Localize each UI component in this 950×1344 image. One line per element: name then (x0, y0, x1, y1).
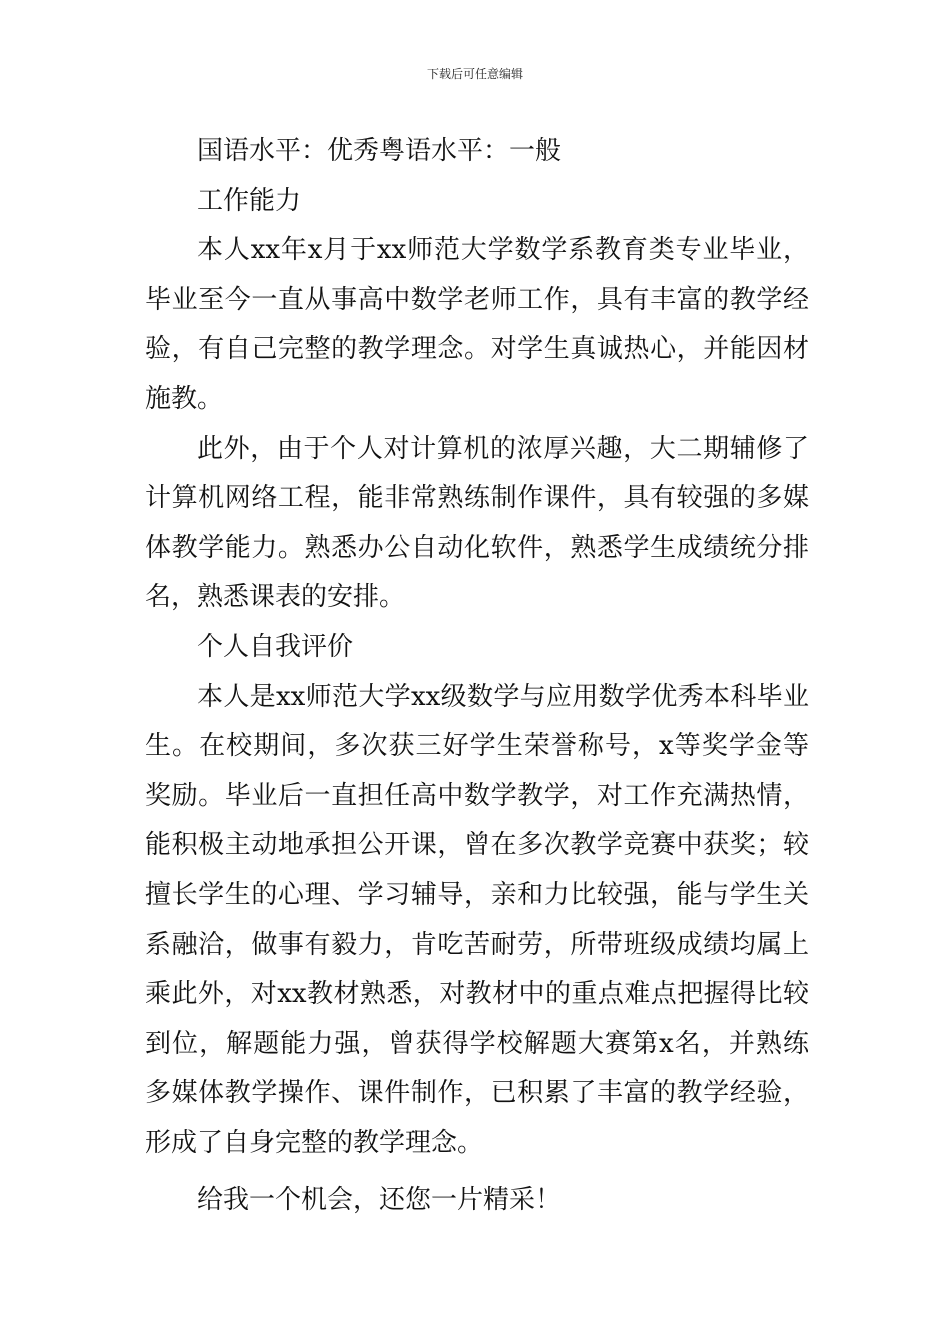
section-heading-work-ability: 工作能力 (197, 185, 302, 216)
document-body (145, 127, 809, 1226)
paragraph-language-level: 国语水平：优秀粤语水平：一般 (197, 136, 562, 166)
paragraph-computer-skills: 此外，由于个人对计算机的浓厚兴趣，大二期辅修了计算机网络工程，能非常熟练制作课件，具有较强的多媒体教学能力。熟悉办公自动化软件，熟悉学生成绩统分排名，熟悉课表的安排。 (145, 433, 809, 613)
paragraph-self-evaluation: 本人是xx师范大学xx级数学与应用数学优秀本科毕业生。在校期间，多次获三好学生荣誉称号，x等奖学金等奖励。毕业后一直担任高中数学教学，对工作充满热情，能积极主动地承担公开课，曾在多次教学竞赛中获奖；较擅长学生的心理、学习辅导，亲和力比较强，能与学生关系融洽，做事有毅力，肯吃苦耐劳，所带班级成绩均属上乘此外，对xx教材熟悉，对教材中的重点难点把握得比较到位，解题能力强，曾获得学校解题大赛第x名，并熟练多媒体教学操作、课件制作，已积累了丰富的教学经验，形成了自身完整的教学理念。 (145, 681, 809, 1158)
paragraph-work-experience: 本人xx年x月于xx师范大学数学系教育类专业毕业，毕业至今一直从事高中数学老师工作，具有丰富的教学经验，有自己完整的教学理念。对学生真诚热心，并能因材施教。 (145, 235, 809, 414)
paragraph-closing: 给我一个机会，还您一片精采！ (197, 1185, 562, 1216)
section-heading-self-evaluation: 个人自我评价 (197, 631, 354, 662)
page-header-note: 下载后可任意编辑 (426, 67, 523, 81)
